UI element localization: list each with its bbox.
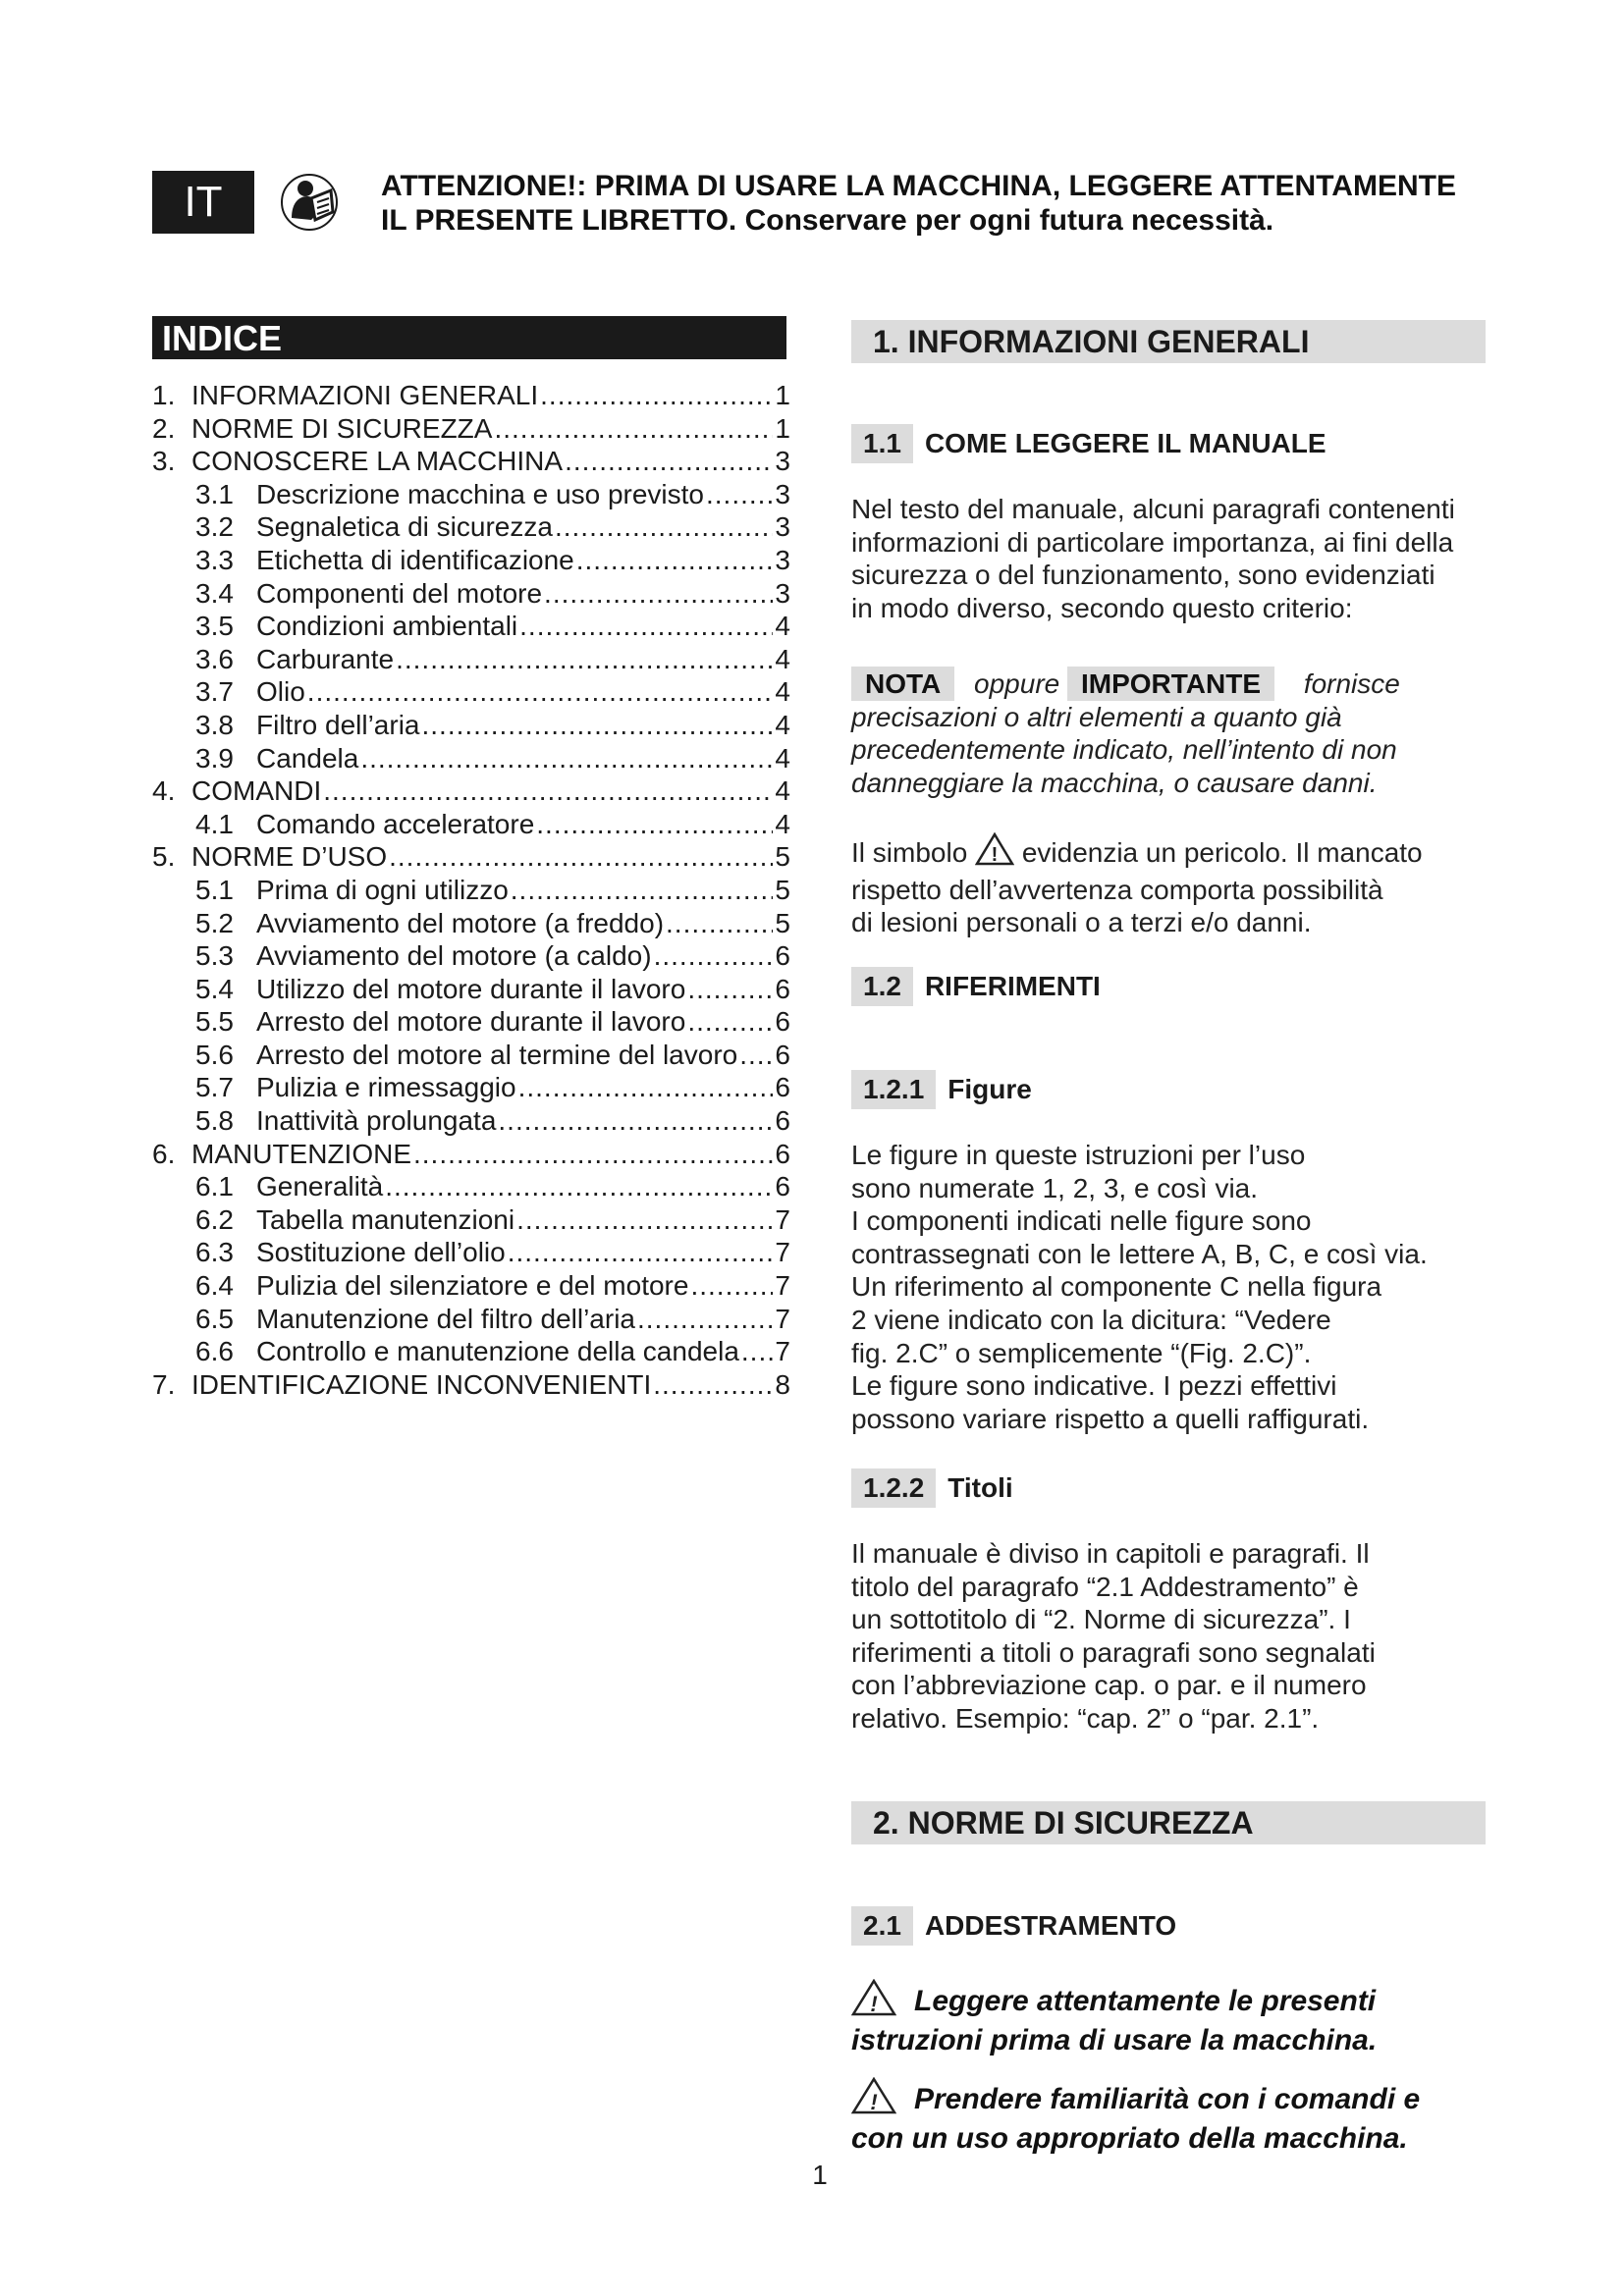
toc-entry-title: Sostituzione dell’olio [256, 1237, 506, 1268]
toc-entry [152, 478, 790, 511]
toc-entry [152, 643, 790, 676]
intro-paragraph [851, 493, 1499, 624]
toc-dot-leader [706, 478, 773, 511]
svg-text:!: ! [991, 844, 999, 866]
toc-entry [152, 1071, 790, 1104]
text-line: riferimenti a titoli o paragrafi sono segnalati [851, 1636, 1376, 1668]
toc-entry-page: 3 [775, 478, 790, 509]
toc-entry-page: 6 [775, 1171, 790, 1202]
fornisce-text: fornisce [1303, 668, 1400, 699]
read-manual-icon [278, 173, 341, 232]
toc-entry [152, 907, 790, 940]
toc-entry-number: 3.3 [195, 544, 234, 575]
toc-dot-leader [511, 874, 774, 907]
text-line: 2 viene indicato con la dicitura: “Vedere [851, 1304, 1331, 1335]
text-line: Prendere familiarità con i comandi e [914, 2083, 1421, 2115]
toc-entry-page: 4 [775, 742, 790, 774]
toc-dot-leader [508, 1236, 774, 1269]
toc-entry [152, 742, 790, 775]
toc-entry-number: 3.7 [195, 676, 234, 708]
text-line: con un uso appropriato della macchina. [851, 2121, 1408, 2155]
toc-entry-page: 7 [775, 1303, 790, 1334]
toc-entry [152, 1269, 790, 1303]
toc-entry-page: 4 [775, 676, 790, 708]
toc-entry [152, 1335, 790, 1368]
text-line: danneggiare la macchina, o causare danni. [851, 767, 1378, 798]
subsection-title: RIFERIMENTI [924, 971, 1101, 1001]
toc-entry-title: Avviamento del motore (a freddo) [256, 907, 665, 938]
toc-entry-number: 6.5 [195, 1303, 234, 1334]
toc-dot-leader [687, 973, 773, 1006]
toc-entry-number: 5.5 [195, 1006, 234, 1038]
toc-entry-number: 3.2 [195, 511, 234, 543]
toc-dot-leader [498, 1104, 773, 1138]
toc-entry-page: 7 [775, 1336, 790, 1367]
toc-entry-page: 4 [775, 775, 790, 807]
toc-entry [152, 1303, 790, 1336]
toc-entry [152, 379, 790, 412]
toc-entry-page: 3 [775, 446, 790, 477]
warning-line-2: IL PRESENTE LIBRETTO. Conservare per ogni futura necessità. [381, 204, 1274, 237]
toc-entry [152, 675, 790, 709]
toc-entry-title: Generalità [256, 1171, 384, 1202]
toc-entry-page: 4 [775, 611, 790, 642]
toc-entry [152, 874, 790, 907]
toc-entry-number: 3.4 [195, 577, 234, 609]
subsection-title: Titoli [947, 1472, 1013, 1503]
toc-entry-page: 3 [775, 511, 790, 543]
toc-entry-title: Etichetta di identificazione [256, 544, 574, 575]
subsection-2-1-heading [851, 1906, 1176, 1946]
text-line: informazioni di particolare importanza, ai fini della [851, 526, 1454, 558]
toc-dot-leader [494, 412, 773, 446]
toc-entry-title: Olio [256, 676, 305, 708]
toc-entry-number: 3. [152, 446, 176, 477]
toc-entry-page: 5 [775, 841, 790, 873]
toc-dot-leader [741, 1335, 774, 1368]
note-paragraph [851, 667, 1499, 799]
toc-entry-title: COMANDI [191, 775, 322, 807]
toc-entry [152, 445, 790, 478]
toc-entry-number: 3.1 [195, 478, 234, 509]
toc-entry-title: Pulizia e rimessaggio [256, 1072, 516, 1103]
text-line: precisazioni o altri elementi a quanto già [851, 701, 1342, 732]
toc-entry-page: 6 [775, 940, 790, 972]
toc-dot-leader [360, 742, 773, 775]
importante-label: IMPORTANTE [1067, 667, 1274, 701]
text-line: contrassegnati con le lettere A, B, C, e così via. [851, 1238, 1428, 1269]
toc-entry-title: Componenti del motore [256, 577, 543, 609]
toc-entry-page: 8 [775, 1368, 790, 1400]
toc-dot-leader [690, 1269, 773, 1303]
table-of-contents [152, 379, 790, 1401]
toc-entry-page: 4 [775, 709, 790, 740]
text-line: Nel testo del manuale, alcuni paragrafi contenenti [851, 494, 1455, 524]
subsection-title: Figure [947, 1074, 1032, 1104]
figures-paragraph [851, 1139, 1499, 1435]
toc-entry-page: 3 [775, 577, 790, 609]
toc-entry-number: 5.2 [195, 907, 234, 938]
toc-entry-number: 3.8 [195, 709, 234, 740]
text-line: Leggere attentamente le presenti [914, 1985, 1377, 2017]
toc-entry-title: Pulizia del silenziatore e del motore [256, 1270, 689, 1302]
toc-entry-title: Candela [256, 742, 359, 774]
toc-entry-number: 6.1 [195, 1171, 234, 1202]
text-line: con l’abbreviazione cap. o par. e il numero [851, 1670, 1367, 1701]
warning-triangle-icon [851, 2077, 896, 2122]
toc-dot-leader [555, 510, 773, 544]
toc-dot-leader [516, 1203, 773, 1237]
toc-entry-title: Comando acceleratore [256, 808, 535, 839]
safety-warning-header [381, 169, 1520, 238]
text-line: di lesioni personali o a terzi e/o danni. [851, 907, 1312, 938]
toc-entry [152, 544, 790, 577]
toc-entry-page: 1 [775, 412, 790, 444]
toc-dot-leader [385, 1170, 773, 1203]
toc-entry [152, 1170, 790, 1203]
toc-entry-number: 5.1 [195, 874, 234, 905]
toc-entry-title: IDENTIFICAZIONE INCONVENIENTI [191, 1368, 652, 1400]
warning-triangle-icon [975, 832, 1014, 874]
toc-entry-page: 4 [775, 643, 790, 674]
toc-entry-page: 7 [775, 1270, 790, 1302]
toc-entry-title: Filtro dell’aria [256, 709, 420, 740]
toc-entry-page: 1 [775, 380, 790, 410]
toc-entry [152, 1368, 790, 1402]
toc-dot-leader [739, 1039, 773, 1072]
toc-entry-title: Inattività prolungata [256, 1105, 497, 1137]
toc-entry-page: 5 [775, 907, 790, 938]
toc-entry-number: 6.3 [195, 1237, 234, 1268]
text-line: un sottotitolo di “2. Norme di sicurezza”. I [851, 1604, 1351, 1635]
subsection-1-1-heading [851, 424, 1326, 463]
toc-entry-page: 6 [775, 1006, 790, 1038]
subsection-number: 2.1 [851, 1906, 913, 1946]
text-line: sicurezza o del funzionamento, sono evidenziati [851, 560, 1435, 591]
toc-entry-number: 5.3 [195, 940, 234, 972]
toc-entry [152, 1138, 790, 1171]
toc-entry-page: 6 [775, 1072, 790, 1103]
text-line: relativo. Esempio: “cap. 2” o “par. 2.1”. [851, 1702, 1320, 1734]
toc-entry [152, 709, 790, 742]
oppure-text: oppure [974, 668, 1060, 699]
toc-entry-number: 1. [152, 380, 176, 410]
toc-dot-leader [389, 840, 773, 874]
toc-dot-leader [666, 907, 773, 940]
section-2-heading: 2. NORME DI SICUREZZA [851, 1801, 1486, 1844]
text-line: in modo diverso, secondo questo criterio: [851, 592, 1353, 623]
warning-triangle-icon [851, 1979, 896, 2024]
subsection-number: 1.1 [851, 424, 913, 463]
toc-entry-number: 6. [152, 1138, 176, 1169]
subsection-title: COME LEGGERE IL MANUALE [924, 428, 1326, 458]
toc-entry-number: 5.4 [195, 973, 234, 1004]
toc-dot-leader [323, 774, 773, 808]
toc-entry-page: 5 [775, 874, 790, 905]
toc-entry-number: 3.9 [195, 742, 234, 774]
toc-entry-number: 7. [152, 1368, 176, 1400]
toc-dot-leader [307, 675, 774, 709]
subsection-1-2-1-heading [851, 1070, 1032, 1109]
toc-entry-page: 6 [775, 973, 790, 1004]
toc-dot-leader [654, 939, 774, 973]
toc-entry-number: 5.8 [195, 1105, 234, 1137]
toc-entry [152, 939, 790, 973]
toc-dot-leader [565, 445, 773, 478]
text-line: Un riferimento al componente C nella figura [851, 1271, 1382, 1303]
toc-entry-number: 4.1 [195, 808, 234, 839]
text-line: Le figure sono indicative. I pezzi effettivi [851, 1370, 1337, 1402]
toc-entry-title: Prima di ogni utilizzo [256, 874, 509, 905]
toc-entry [152, 1005, 790, 1039]
warning-line-1: ATTENZIONE!: PRIMA DI USARE LA MACCHINA, LEGGERE ATTENTAMENTE [381, 170, 1456, 202]
text-line: Il manuale è diviso in capitoli e paragrafi. Il [851, 1538, 1370, 1569]
text-fragment: evidenzia un pericolo. Il mancato [1021, 837, 1423, 868]
text-line: possono variare rispetto a quelli raffigurati. [851, 1403, 1370, 1434]
toc-entry-number: 6.4 [195, 1270, 234, 1302]
subsection-number: 1.2.1 [851, 1070, 936, 1109]
text-line: istruzioni prima di usare la macchina. [851, 2023, 1378, 2056]
toc-dot-leader [653, 1368, 773, 1402]
toc-dot-leader [536, 808, 773, 841]
svg-text:!: ! [870, 1992, 878, 2016]
toc-dot-leader [519, 610, 773, 643]
toc-entry-page: 6 [775, 1138, 790, 1169]
toc-entry-number: 6.2 [195, 1203, 234, 1235]
toc-entry-title: Tabella manutenzioni [256, 1203, 515, 1235]
toc-entry-title: Arresto del motore al termine del lavoro [256, 1039, 738, 1070]
toc-entry-number: 5.6 [195, 1039, 234, 1070]
text-line: titolo del paragrafo “2.1 Addestramento” è [851, 1571, 1359, 1602]
toc-entry [152, 577, 790, 611]
warning-controls-familiarity [851, 2077, 1499, 2155]
toc-entry [152, 1203, 790, 1237]
toc-entry [152, 973, 790, 1006]
toc-entry [152, 774, 790, 808]
toc-dot-leader [518, 1071, 774, 1104]
text-line: sono numerate 1, 2, 3, e così via. [851, 1172, 1259, 1203]
toc-entry [152, 412, 790, 446]
toc-entry-title: NORME D’USO [191, 841, 388, 873]
subsection-1-2-2-heading [851, 1468, 1013, 1508]
subsection-title: ADDESTRAMENTO [924, 1910, 1177, 1941]
page-number: 1 [812, 2160, 828, 2190]
toc-entry [152, 610, 790, 643]
symbol-paragraph [851, 832, 1499, 939]
toc-entry [152, 808, 790, 841]
toc-entry-title: Condizioni ambientali [256, 611, 518, 642]
toc-entry [152, 840, 790, 874]
toc-entry-title: NORME DI SICUREZZA [191, 412, 493, 444]
toc-entry-number: 2. [152, 412, 176, 444]
toc-entry-number: 3.6 [195, 643, 234, 674]
toc-entry-page: 6 [775, 1039, 790, 1070]
toc-entry-page: 7 [775, 1203, 790, 1235]
toc-entry-title: Arresto del motore durante il lavoro [256, 1006, 686, 1038]
toc-entry-title: CONOSCERE LA MACCHINA [191, 446, 564, 477]
toc-entry-page: 7 [775, 1237, 790, 1268]
toc-dot-leader [396, 643, 773, 676]
toc-entry-title: Carburante [256, 643, 395, 674]
toc-entry-page: 3 [775, 544, 790, 575]
toc-dot-leader [544, 577, 773, 611]
toc-dot-leader [413, 1138, 773, 1171]
toc-dot-leader [540, 379, 773, 412]
text-line: fig. 2.C” o semplicemente “(Fig. 2.C)”. [851, 1337, 1312, 1368]
toc-entry-page: 6 [775, 1105, 790, 1137]
toc-entry-page: 4 [775, 808, 790, 839]
text-line: rispetto dell’avvertenza comporta possibilità [851, 874, 1383, 905]
toc-entry [152, 510, 790, 544]
warning-read-instructions [851, 1979, 1499, 2056]
toc-entry-number: 4. [152, 775, 176, 807]
text-line: I componenti indicati nelle figure sono [851, 1205, 1312, 1237]
toc-entry [152, 1104, 790, 1138]
text-fragment: Il simbolo [851, 837, 968, 868]
toc-dot-leader [422, 709, 774, 742]
toc-entry [152, 1236, 790, 1269]
subsection-1-2-heading [851, 967, 1101, 1006]
toc-entry-number: 5. [152, 841, 176, 873]
nota-label: NOTA [851, 667, 954, 701]
toc-dot-leader [576, 544, 774, 577]
svg-text:!: ! [870, 2090, 878, 2114]
toc-entry-number: 3.5 [195, 611, 234, 642]
text-line: precedentemente indicato, nell’intento di non [851, 734, 1397, 766]
toc-entry-title: MANUTENZIONE [191, 1138, 411, 1169]
subsection-number: 1.2.2 [851, 1468, 936, 1508]
toc-entry-number: 5.7 [195, 1072, 234, 1103]
toc-entry-title: Descrizione macchina e uso previsto [256, 478, 704, 509]
toc-entry-title: Utilizzo del motore durante il lavoro [256, 973, 686, 1004]
toc-dot-leader [687, 1005, 773, 1039]
toc-dot-leader [637, 1303, 773, 1336]
index-heading: INDICE [152, 316, 786, 359]
toc-entry-title: Controllo e manutenzione della candela [256, 1336, 739, 1367]
subsection-number: 1.2 [851, 967, 913, 1006]
toc-entry-title: Avviamento del motore (a caldo) [256, 940, 652, 972]
toc-entry-title: Segnaletica di sicurezza [256, 511, 553, 543]
section-1-heading: 1. INFORMAZIONI GENERALI [851, 320, 1486, 363]
toc-entry-title: Manutenzione del filtro dell’aria [256, 1303, 635, 1334]
language-badge: IT [152, 171, 254, 234]
toc-entry [152, 1039, 790, 1072]
text-line: Le figure in queste istruzioni per l’uso [851, 1140, 1306, 1170]
titles-paragraph [851, 1537, 1499, 1735]
toc-entry-title: INFORMAZIONI GENERALI [191, 380, 539, 410]
toc-entry-number: 6.6 [195, 1336, 234, 1367]
